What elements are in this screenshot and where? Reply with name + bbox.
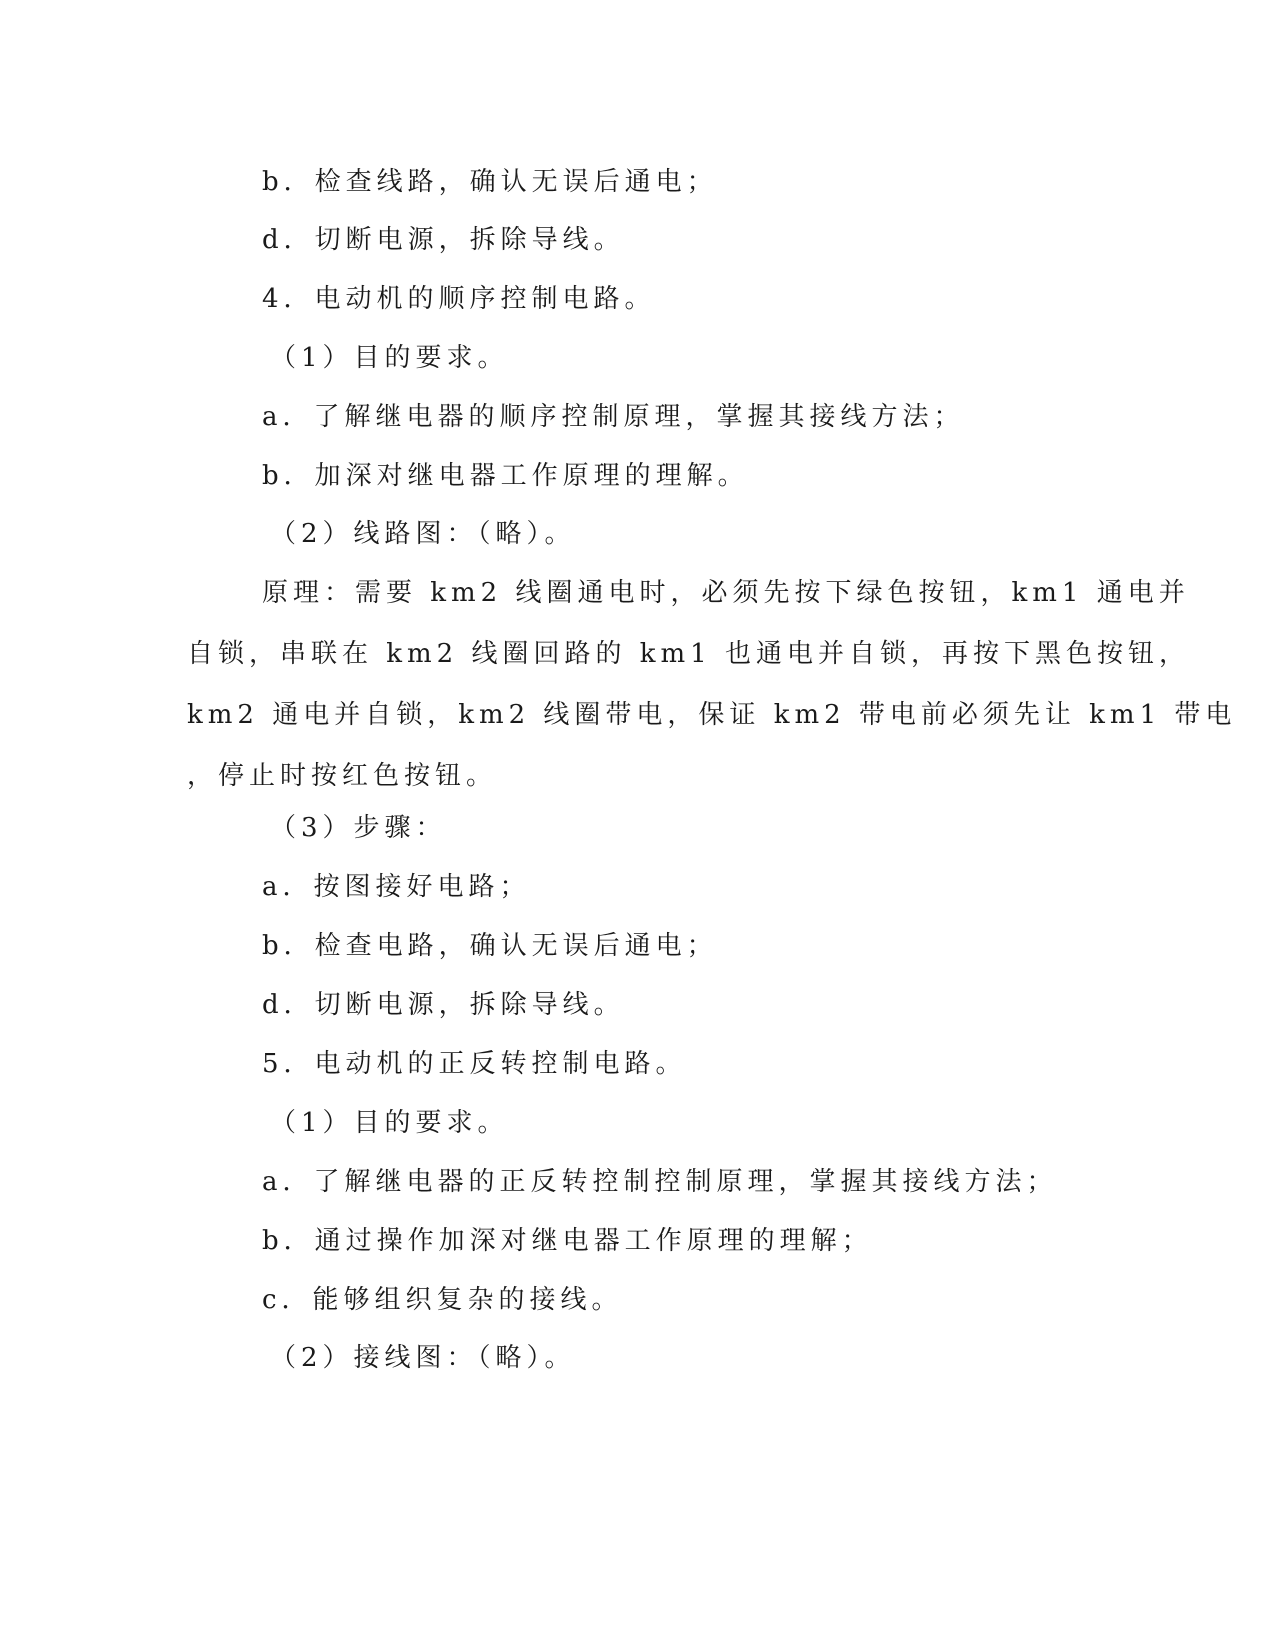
- principle-line: ，停止时按红色按钮。: [187, 761, 498, 791]
- principle-line: km2 通电并自锁，km2 线圈带电，保证 km2 带电前必须先让 km1 带电: [187, 700, 1237, 730]
- section-5-heading: 5．电动机的正反转控制电路。: [262, 1049, 687, 1079]
- principle-paragraph: [187, 577, 1237, 821]
- objective-b: b．加深对继电器工作原理的理解。: [262, 461, 749, 491]
- principle-line: 自锁，串联在 km2 线圈回路的 km1 也通电并自锁，再按下黑色按钮，: [187, 639, 1190, 669]
- objective-c: c．能够组织复杂的接线。: [262, 1285, 623, 1315]
- step-b-check-circuit: b．检查电路，确认无误后通电；: [262, 931, 718, 961]
- subsection-2-wiring-diagram: （2）接线图：（略）。: [270, 1343, 576, 1373]
- objective-a: a．了解继电器的正反转控制控制原理，掌握其接线方法；: [262, 1167, 1058, 1197]
- objective-b: b．通过操作加深对继电器工作原理的理解；: [262, 1226, 873, 1256]
- step-d-power-off: d．切断电源，拆除导线。: [262, 990, 625, 1020]
- subsection-1-objectives: （1）目的要求。: [270, 1108, 509, 1138]
- subsection-3-steps: （3）步骤：: [270, 813, 447, 843]
- objective-a: a．了解继电器的顺序控制原理，掌握其接线方法；: [262, 402, 965, 432]
- step-d-power-off: d．切断电源，拆除导线。: [262, 225, 625, 255]
- subsection-1-objectives: （1）目的要求。: [270, 343, 509, 373]
- subsection-2-diagram: （2）线路图：（略）。: [270, 519, 576, 549]
- step-b-check-wiring: b．检查线路，确认无误后通电；: [262, 167, 718, 197]
- section-4-heading: 4．电动机的顺序控制电路。: [262, 284, 656, 314]
- step-a-wire-circuit: a．按图接好电路；: [262, 872, 531, 902]
- principle-line: 原理：需要 km2 线圈通电时，必须先按下绿色按钮，km1 通电并: [262, 578, 1190, 608]
